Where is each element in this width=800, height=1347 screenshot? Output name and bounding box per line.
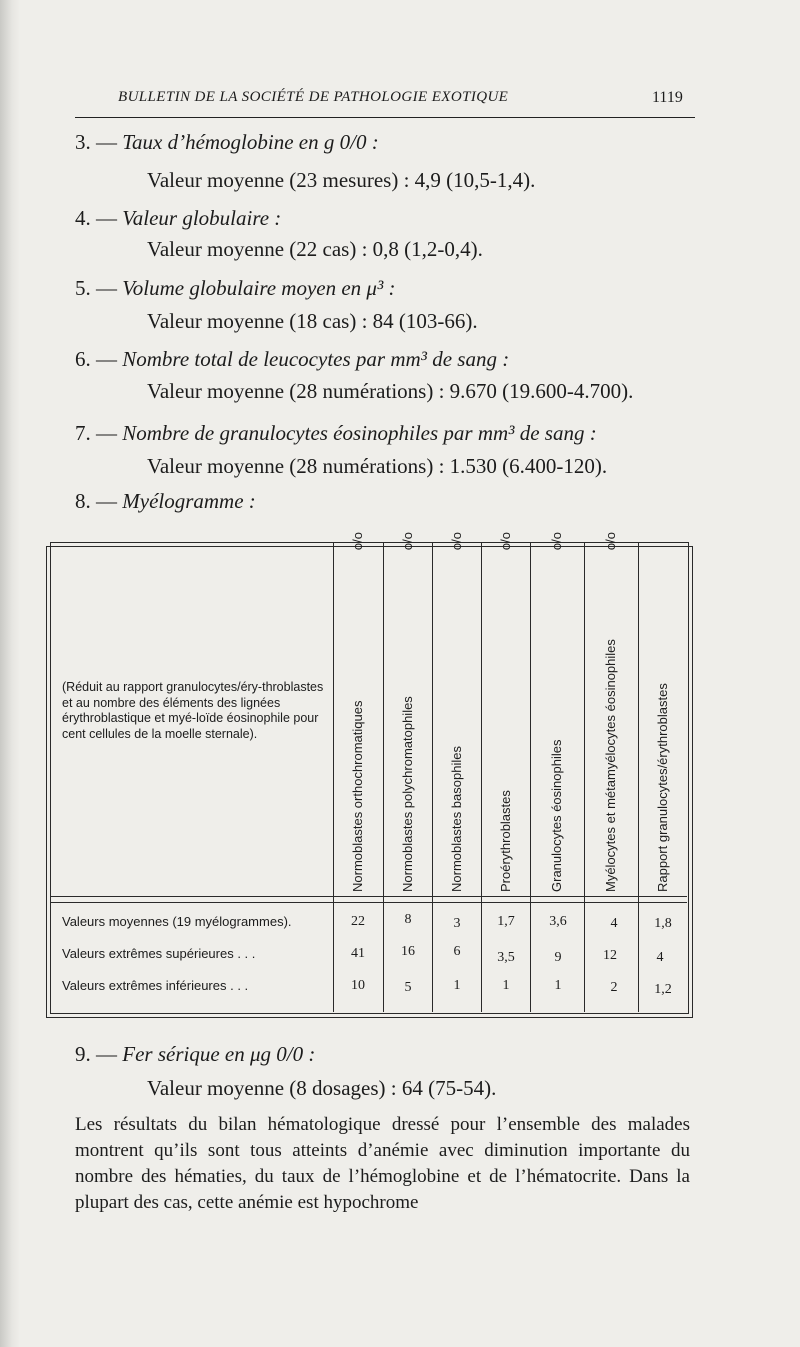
item-7-heading (75, 421, 597, 446)
column-header-normoblastes-poly (396, 532, 420, 892)
column-header-label: Granulocytes éosinophiles (549, 739, 564, 892)
column-header-normoblastes-ortho (346, 532, 370, 892)
column-header-label: Rapport granulocytes/érythroblastes (655, 683, 670, 892)
column-header-rapport (651, 532, 675, 892)
table-cell: 2 (610, 980, 618, 995)
table-cell: 8 (404, 912, 412, 927)
column-header-unit: o/o (400, 532, 415, 551)
item-dash: — (96, 276, 117, 300)
table-cell: 1,2 (654, 982, 672, 997)
item-number: 4. (75, 206, 91, 230)
item-number: 3. (75, 130, 91, 154)
column-header-proerythroblastes (494, 532, 518, 892)
row-label-superieures: Valeurs extrêmes supérieures . . . (62, 946, 256, 961)
item-4-value: Valeur moyenne (22 cas) : 0,8 (1,2-0,4). (147, 237, 483, 261)
header-rule (75, 117, 695, 118)
item-dash: — (96, 1042, 117, 1066)
item-5-heading (75, 276, 396, 301)
column-header-label: Myélocytes et métamyélocytes éosinophiles (603, 639, 618, 892)
item-dash: — (96, 130, 117, 154)
item-label: Valeur globulaire : (122, 206, 282, 230)
column-header-normoblastes-baso (445, 532, 469, 892)
item-7-value: Valeur moyenne (28 numérations) : 1.530 (6.400-120). (147, 454, 608, 478)
item-dash: — (96, 421, 117, 445)
column-header-label: Normoblastes polychromatophiles (400, 696, 415, 892)
table-cell: 4 (610, 916, 618, 931)
item-9-heading (75, 1042, 315, 1067)
table-cell: 1 (502, 978, 510, 993)
column-header-unit: o/o (449, 532, 464, 551)
row-label-inferieures: Valeurs extrêmes inférieures . . . (62, 978, 249, 993)
item-5-value: Valeur moyenne (18 cas) : 84 (103-66). (147, 309, 478, 333)
item-number: 9. (75, 1042, 91, 1066)
table-cell: 1,7 (497, 914, 515, 929)
item-4-heading (75, 206, 281, 231)
table-cell: 12 (603, 948, 617, 963)
item-dash: — (96, 347, 117, 371)
item-dash: — (96, 206, 117, 230)
table-cell: 3,6 (549, 914, 567, 929)
item-label: Myélogramme : (122, 489, 256, 513)
column-header-label: Normoblastes orthochromatiques (350, 700, 365, 892)
table-cell: 1,8 (654, 916, 672, 931)
table-cell: 5 (404, 980, 412, 995)
item-8-heading (75, 489, 256, 514)
header-bottom-rule-double (50, 902, 687, 903)
item-number: 8. (75, 489, 91, 513)
col-divider (584, 542, 585, 1012)
item-label: Nombre total de leucocytes par mm³ de sang : (122, 347, 510, 371)
col-divider (333, 542, 334, 1012)
item-dash: — (96, 489, 117, 513)
table-cell: 1 (554, 978, 562, 993)
column-header-label: Normoblastes basophiles (449, 746, 464, 892)
column-header-unit: o/o (549, 532, 564, 551)
column-header-granulocytes-eos (545, 532, 569, 892)
table-cell: 3,5 (497, 950, 515, 965)
col-divider (638, 542, 639, 1012)
item-label: Fer sérique en μg 0/0 : (122, 1042, 316, 1066)
table-cell: 1 (453, 978, 461, 993)
item-3-value: Valeur moyenne (23 mesures) : 4,9 (10,5-1,4). (147, 168, 536, 192)
body-paragraph: Les résultats du bilan hématologique dressé pour l’ensemble des malades montrent qu’ils sont tous atteints d’anémie avec diminution importante du nombre des hématies, du taux de l’hémoglobine et de l’hématocrite. Dans la plupart des cas, cette anémie est hypochrome (75, 1114, 690, 1213)
table-cell: 6 (453, 944, 461, 959)
page-number: 1119 (652, 89, 683, 106)
col-divider (432, 542, 433, 1012)
item-label: Nombre de granulocytes éosinophiles par mm³ de sang : (122, 421, 597, 445)
column-header-unit: o/o (498, 532, 513, 551)
col-divider (481, 542, 482, 1012)
column-header-myelocytes (599, 532, 623, 892)
row-label-moyennes: Valeurs moyennes (19 myélogrammes). (62, 914, 292, 929)
col-divider (530, 542, 531, 1012)
running-header: BULLETIN DE LA SOCIÉTÉ DE PATHOLOGIE EXOTIQUE (118, 89, 509, 105)
table-cell: 3 (453, 916, 461, 931)
item-number: 5. (75, 276, 91, 300)
col-divider (383, 542, 384, 1012)
column-header-label: Proérythroblastes (498, 790, 513, 892)
item-number: 7. (75, 421, 91, 445)
column-header-unit: o/o (603, 532, 618, 551)
item-9-value: Valeur moyenne (8 dosages) : 64 (75-54). (147, 1076, 497, 1100)
table-cell: 4 (656, 950, 664, 965)
table-cell: 9 (554, 950, 562, 965)
item-6-heading (75, 347, 509, 372)
column-header-unit: o/o (350, 532, 365, 551)
table-note: (Réduit au rapport granulocytes/éry-throblastes et au nombre des éléments des lignées érythroblastique et myé-loïde éosinophile pour cent cellules de la moelle sternale). (62, 680, 324, 741)
item-6-value: Valeur moyenne (28 numérations) : 9.670 (19.600-4.700). (147, 379, 634, 403)
header-bottom-rule (50, 896, 687, 897)
item-number: 6. (75, 347, 91, 371)
table-cell: 16 (401, 944, 415, 959)
item-label: Volume globulaire moyen en μ³ : (122, 276, 396, 300)
table-cell: 10 (351, 978, 365, 993)
table-cell: 22 (351, 914, 365, 929)
item-label: Taux d’hémoglobine en g 0/0 : (122, 130, 379, 154)
table-cell: 41 (351, 946, 365, 961)
item-3-heading (75, 130, 379, 155)
